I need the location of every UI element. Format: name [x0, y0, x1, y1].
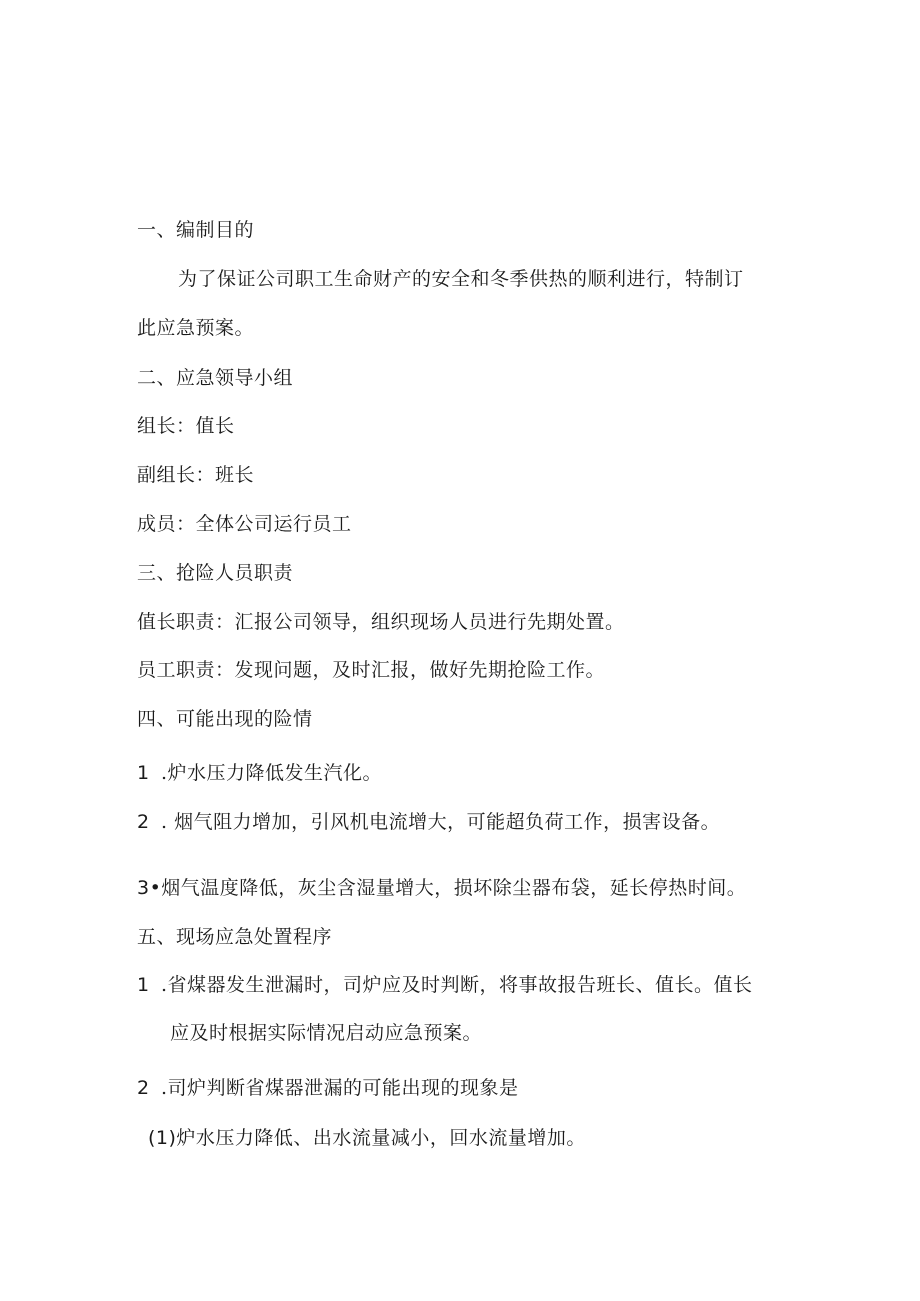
risk-item-1-text: .炉水压力降低发生汽化。 — [161, 762, 383, 784]
risk-item-3-number: 3• — [137, 877, 162, 899]
section-heading-2: 二、应急领导小组 — [137, 367, 294, 389]
staff-duty-line: 员工职责：发现问题，及时汇报，做好先期抢险工作。 — [137, 659, 606, 681]
procedure-item-1-line-1 — [137, 973, 753, 997]
procedure-item-1-text-line-1: .省煤器发生泄漏时，司炉应及时判断，将事故报告班长、值长。值长 — [161, 974, 753, 996]
procedure-subitem-1-number: (1) — [148, 1127, 177, 1149]
procedure-subitem-1-text: 炉水压力降低、出水流量减小，回水流量增加。 — [176, 1127, 586, 1149]
procedure-item-2 — [137, 1076, 519, 1100]
purpose-paragraph-line-2: 此应急预案。 — [137, 317, 255, 339]
procedure-item-2-text: .司炉判断省煤器泄漏的可能出现的现象是 — [161, 1077, 519, 1099]
chief-duty-line: 值长职责：汇报公司领导，组织现场人员进行先期处置。 — [137, 611, 625, 633]
section-heading-4: 四、可能出现的险情 — [137, 708, 313, 730]
risk-item-1-number: 1 — [137, 762, 150, 784]
risk-item-1 — [137, 761, 382, 785]
leader-line: 组长：值长 — [137, 415, 235, 437]
risk-item-3 — [137, 876, 746, 900]
procedure-subitem-1 — [148, 1126, 586, 1150]
risk-item-2-text: . 烟气阻力增加，引风机电流增大，可能超负荷工作，损害设备。 — [161, 811, 721, 833]
members-line: 成员：全体公司运行员工 — [137, 513, 352, 535]
risk-item-3-text: 烟气温度降低，灰尘含湿量增大，损坏除尘器布袋，延长停热时间。 — [161, 877, 747, 899]
section-heading-5: 五、现场应急处置程序 — [137, 926, 333, 948]
procedure-item-1-number: 1 — [137, 974, 150, 996]
risk-item-2-number: 2 — [137, 811, 150, 833]
section-heading-1: 一、编制目的 — [137, 219, 255, 241]
procedure-item-2-number: 2 — [137, 1077, 150, 1099]
risk-item-2 — [137, 810, 720, 834]
purpose-paragraph-line-1: 为了保证公司职工生命财产的安全和冬季供热的顺利进行，特制订 — [178, 268, 744, 290]
deputy-leader-line: 副组长：班长 — [137, 464, 255, 486]
procedure-item-1-line-2: 应及时根据实际情况启动应急预案。 — [170, 1022, 483, 1044]
section-heading-3: 三、抢险人员职责 — [137, 562, 294, 584]
